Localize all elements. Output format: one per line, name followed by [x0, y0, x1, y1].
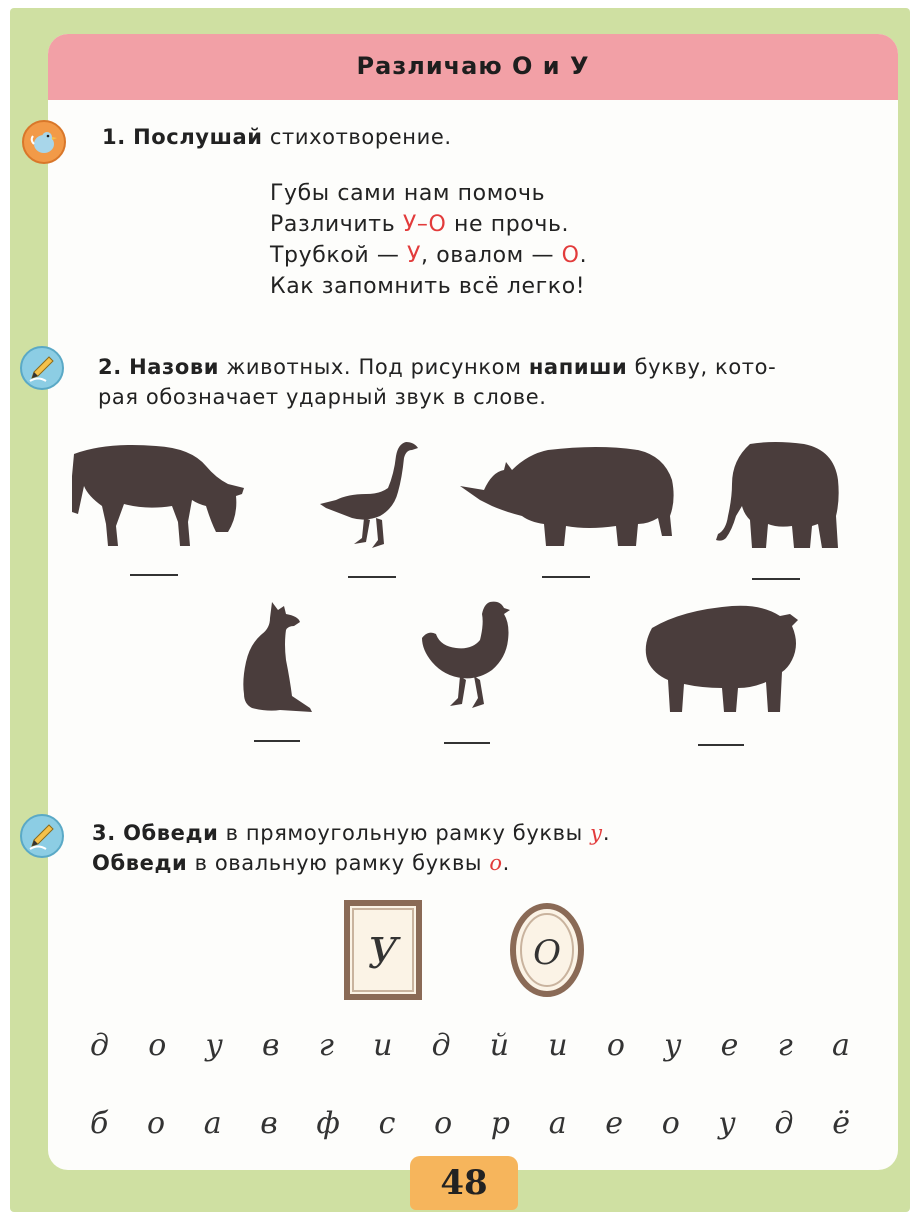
row2-letter[interactable]: е	[605, 1106, 624, 1141]
ear-bird-icon	[22, 120, 66, 164]
hen-silhouette	[420, 600, 516, 712]
task2-instruction: 2. Назови животных. Под рисунком напиши букву, кото- рая обозначает ударный звук в слове.	[98, 355, 777, 409]
poem	[270, 178, 587, 302]
frame-rect-letter: У	[367, 929, 399, 978]
answer-blank-goose[interactable]	[348, 576, 396, 578]
row2-letter[interactable]: а	[203, 1106, 222, 1141]
row2-letter[interactable]: д	[774, 1106, 794, 1141]
row1-letter[interactable]: у	[205, 1028, 223, 1063]
elephant-silhouette	[714, 440, 842, 552]
cow-silhouette	[66, 436, 246, 548]
page-number: 48	[410, 1156, 518, 1210]
row2-letter[interactable]: о	[146, 1106, 166, 1141]
row1-letter[interactable]: и	[373, 1028, 393, 1063]
row1-letter[interactable]: е	[720, 1028, 739, 1063]
row1-letter[interactable]: д	[431, 1028, 451, 1063]
task3-instruction: 3. Обведи в прямоугольную рамку буквы у. Обведи в овальную рамку буквы о.	[92, 821, 611, 875]
row2-letter[interactable]: ё	[832, 1106, 850, 1141]
kangaroo-silhouette	[240, 600, 314, 714]
pencil-icon	[20, 814, 64, 858]
row2-letter[interactable]: ф	[316, 1106, 340, 1141]
poem-line-4: Как запомнить всё легко!	[270, 274, 586, 299]
bison-silhouette	[642, 602, 802, 714]
row1-letter[interactable]: а	[831, 1028, 850, 1063]
row1-letter[interactable]: у	[664, 1028, 682, 1063]
answer-blank-rhinoceros[interactable]	[542, 576, 590, 578]
answer-blank-cow[interactable]	[130, 574, 178, 576]
goose-silhouette	[318, 438, 422, 552]
rhinoceros-silhouette	[458, 440, 678, 550]
row2-letter[interactable]: а	[548, 1106, 567, 1141]
row1-letter[interactable]: д	[90, 1028, 110, 1063]
poem-line-3: Трубкой — У, овалом — О.	[270, 243, 588, 268]
row2-letter[interactable]: в	[260, 1106, 278, 1141]
row1-letter[interactable]: о	[148, 1028, 167, 1063]
row1-letter[interactable]: й	[489, 1028, 510, 1063]
answer-blank-bison[interactable]	[698, 744, 744, 746]
row2-letter[interactable]: с	[378, 1106, 396, 1141]
row2-letter[interactable]: у	[718, 1106, 736, 1141]
poem-line-2: Различить У–О не прочь.	[270, 212, 570, 237]
letter-frames	[344, 900, 594, 1008]
row2-letter[interactable]: б	[90, 1106, 109, 1141]
poem-line-1: Губы сами нам помочь	[270, 181, 546, 206]
row1-letter[interactable]: г	[318, 1028, 334, 1063]
pencil-icon	[20, 346, 64, 390]
row1-letter[interactable]: г	[777, 1028, 793, 1063]
answer-blank-elephant[interactable]	[752, 578, 800, 580]
row2-letter[interactable]: о	[434, 1106, 453, 1141]
page-title: Различаю О и У	[356, 52, 590, 80]
answer-blank-hen[interactable]	[444, 742, 490, 744]
letter-row-1	[90, 1028, 850, 1063]
row2-letter[interactable]: р	[490, 1106, 511, 1141]
answer-blank-kangaroo[interactable]	[254, 740, 300, 742]
row1-letter[interactable]: и	[548, 1028, 568, 1063]
task1-instruction: 1. Послушай стихотворение.	[102, 125, 452, 149]
row1-letter[interactable]: о	[606, 1028, 625, 1063]
frame-oval-letter: О	[533, 933, 561, 973]
row1-letter[interactable]: в	[262, 1028, 280, 1063]
row2-letter[interactable]: о	[661, 1106, 680, 1141]
letter-row-2	[90, 1106, 850, 1141]
